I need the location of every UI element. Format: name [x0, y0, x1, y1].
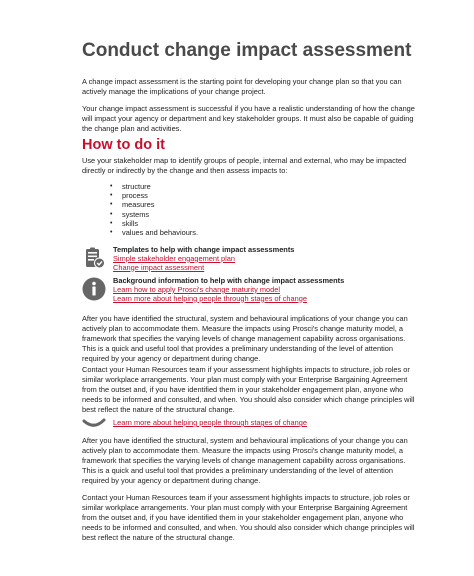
- text-line: framework that specifies the varying levels of change management capability across organisations.: [82, 456, 406, 465]
- text-line: best reflect the nature of the structural change.: [82, 533, 235, 542]
- text-line: needs to be informed and consulted, and when. You should also consider which change principles will: [82, 395, 415, 404]
- text-line: from the outset and, if you have identified them in your stakeholder engagement plan, anyone who: [82, 385, 404, 394]
- section-heading-how: How to do it: [82, 137, 165, 153]
- text-line: similar workplace arrangements. Your plan must comply with your Enterprise Bargaining Agreement: [82, 503, 408, 512]
- text-line: the change plan and activities.: [82, 124, 182, 133]
- list-item: • process: [110, 191, 198, 200]
- link-change-impact-assessment[interactable]: Change impact assessment: [113, 262, 205, 272]
- list-item: • systems: [110, 210, 198, 219]
- text-line: from the outset and, if you have identified them in your stakeholder engagement plan, anyone who: [82, 513, 404, 522]
- repeat-link-row: [82, 417, 412, 431]
- link-prosci-maturity-model[interactable]: Learn how to apply Prosci's change maturity model: [113, 284, 280, 294]
- list-item: • measures: [110, 200, 198, 209]
- intro-paragraph: [82, 77, 412, 97]
- structural-paragraph-repeat: [82, 436, 412, 486]
- list-item: • structure: [110, 182, 198, 191]
- text-line: best reflect the nature of the structural change.: [82, 405, 235, 414]
- text-line: This is a quick and useful tool that provides a preliminary understanding of the level of attention: [82, 466, 393, 475]
- text-line: required by your agency or department during change.: [82, 354, 261, 363]
- hr-paragraph: [82, 365, 415, 415]
- clipboard-check-icon: [82, 246, 106, 270]
- success-paragraph: [82, 104, 415, 134]
- text-line: Your change impact assessment is successful if you have a realistic understanding of how the change: [82, 104, 415, 113]
- link-stakeholder-engagement-plan[interactable]: Simple stakeholder engagement plan: [113, 253, 236, 263]
- text-line: Contact your Human Resources team if your assessment highlights impacts to structure, job roles or: [82, 365, 410, 374]
- text-line: A change impact assessment is the starting point for developing your change plan so that you can: [82, 77, 402, 86]
- background-block: [82, 277, 402, 307]
- text-line: required by your agency or department during change.: [82, 476, 261, 485]
- text-line: similar workplace arrangements. Your plan must comply with your Enterprise Bargaining Agreement: [82, 375, 408, 384]
- hook-icon: [82, 417, 106, 429]
- impact-list: [110, 182, 198, 237]
- text-line: needs to be informed and consulted, and when. You should also consider which change principles will: [82, 523, 415, 532]
- text-line: directly or indirectly by the change and then assess impacts to:: [82, 166, 288, 175]
- background-heading: Background information to help with change impact assessments: [113, 276, 345, 285]
- text-line: framework that specifies the varying levels of change management capability across organisations.: [82, 334, 406, 343]
- templates-heading: Templates to help with change impact assessments: [113, 245, 295, 254]
- link-stages-of-change-repeat[interactable]: Learn more about helping people through stages of change: [113, 418, 307, 427]
- list-item: • skills: [110, 219, 198, 228]
- text-line: Use your stakeholder map to identify groups of people, internal and external, who may be impacted: [82, 156, 407, 165]
- text-line: After you have identified the structural, system and behavioural implications of your change you can: [82, 436, 408, 445]
- text-line: This is a quick and useful tool that provides a preliminary understanding of the level of attention: [82, 344, 393, 353]
- text-line: actively manage the implications of your change project.: [82, 87, 266, 96]
- link-stages-of-change[interactable]: Learn more about helping people through stages of change: [113, 293, 307, 303]
- structural-paragraph: [82, 314, 412, 364]
- text-line: actively plan to accommodate them. Measure the impacts using Prosci's change maturity model, a: [82, 446, 403, 455]
- templates-block: [82, 246, 402, 276]
- text-line: Contact your Human Resources team if your assessment highlights impacts to structure, job roles or: [82, 493, 410, 502]
- how-paragraph: [82, 156, 412, 176]
- hr-paragraph-repeat: [82, 493, 415, 543]
- text-line: After you have identified the structural, system and behavioural implications of your change you can: [82, 314, 408, 323]
- list-item: • values and behaviours.: [110, 228, 198, 237]
- text-line: actively plan to accommodate them. Measure the impacts using Prosci's change maturity model, a: [82, 324, 403, 333]
- info-icon: [82, 277, 106, 301]
- page-title: Conduct change impact assessment: [82, 40, 412, 61]
- text-line: will impact your agency or department and key stakeholder groups. It must also be capable of guiding: [82, 114, 414, 123]
